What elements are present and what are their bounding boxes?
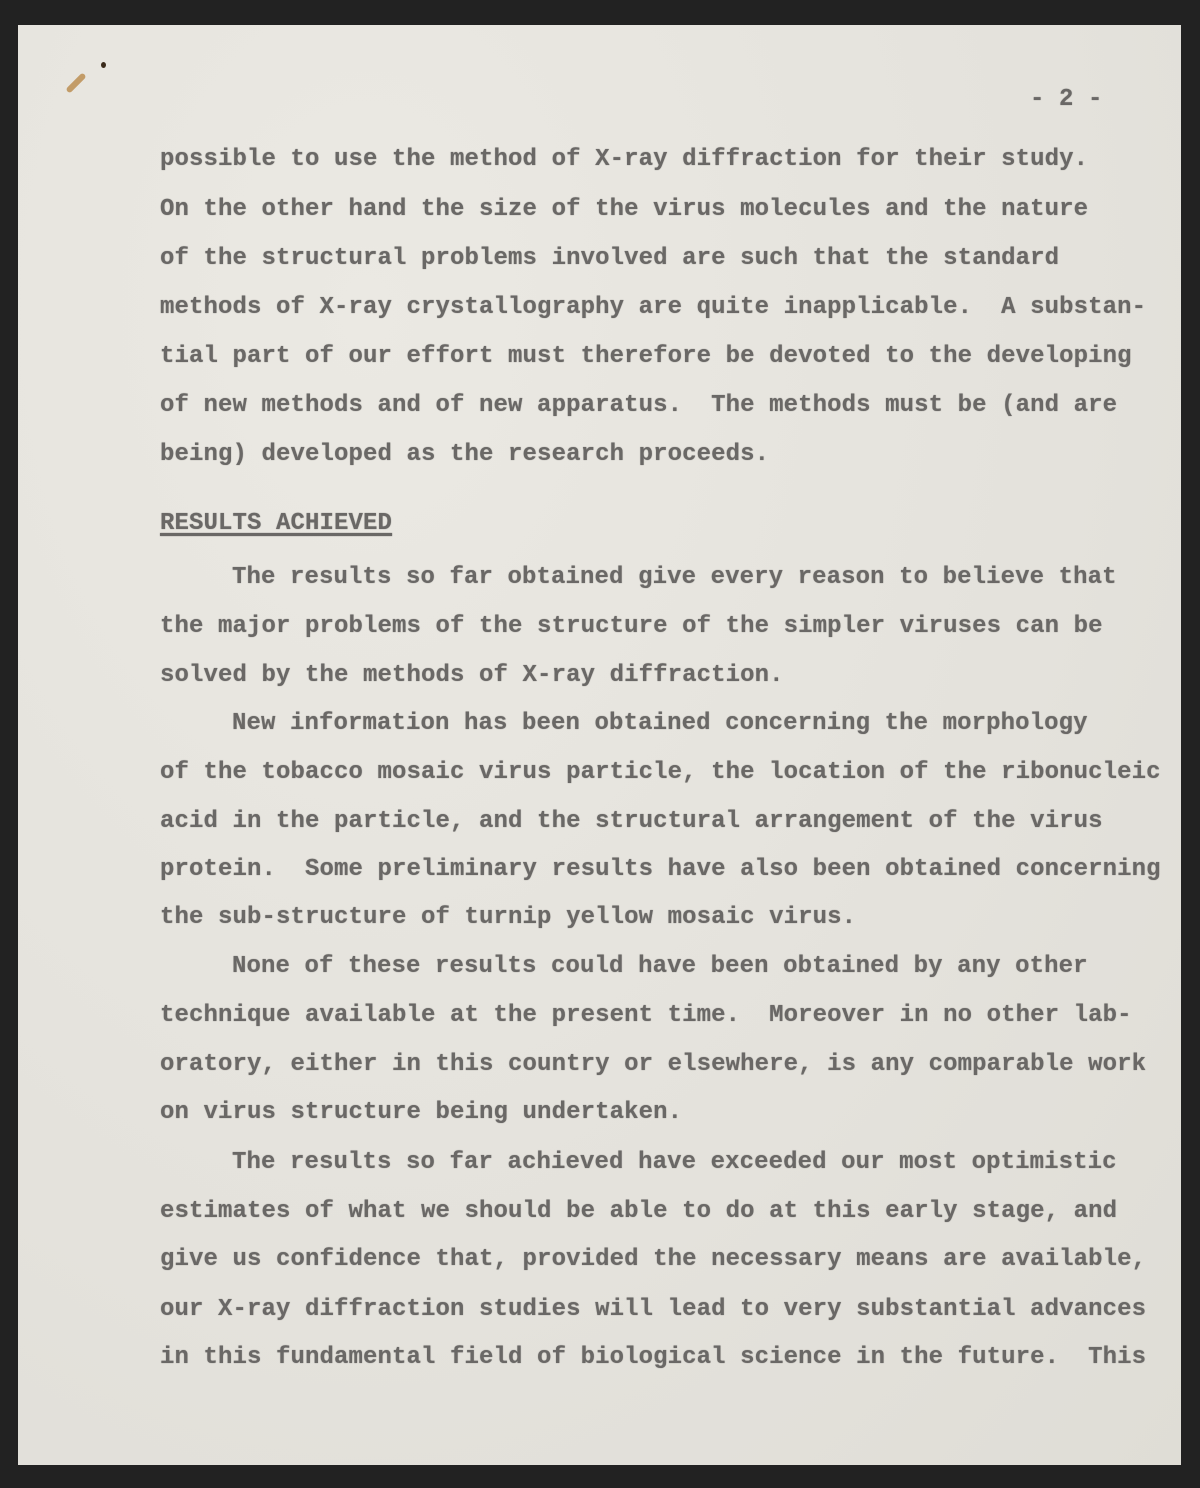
text-line: technique available at the present time. Moreover in no other lab- <box>160 1002 1132 1029</box>
text-line: estimates of what we should be able to do at this early stage, and <box>160 1198 1118 1225</box>
text-line: possible to use the method of X-ray diffraction for their study. <box>160 146 1089 173</box>
text-line: protein. Some preliminary results have also been obtained concerning <box>160 856 1161 883</box>
text-line: the major problems of the structure of the simpler viruses can be <box>160 613 1103 640</box>
text-line: of the structural problems involved are such that the standard <box>160 245 1060 272</box>
section-heading: RESULTS ACHIEVED <box>160 510 393 537</box>
text-line: solved by the methods of X-ray diffraction. <box>160 662 784 689</box>
ink-spot <box>101 62 106 68</box>
text-line: New information has been obtained concerning the morphology <box>232 710 1088 737</box>
text-line: The results so far obtained give every reason to believe that <box>232 564 1117 591</box>
text-line: give us confidence that, provided the necessary means are available, <box>160 1246 1147 1273</box>
text-line: oratory, either in this country or elsewhere, is any comparable work <box>160 1051 1147 1078</box>
text-line: acid in the particle, and the structural arrangement of the virus <box>160 808 1103 835</box>
text-line: On the other hand the size of the virus molecules and the nature <box>160 196 1089 223</box>
text-line: being) developed as the research proceeds. <box>160 441 770 468</box>
text-line: our X-ray diffraction studies will lead to very substantial advances <box>160 1296 1147 1323</box>
text-line: The results so far achieved have exceeded our most optimistic <box>232 1149 1117 1176</box>
text-line: tial part of our effort must therefore be devoted to the developing <box>160 343 1132 370</box>
text-line: the sub-structure of turnip yellow mosaic virus. <box>160 904 857 931</box>
text-line: on virus structure being undertaken. <box>160 1099 683 1126</box>
text-line: None of these results could have been obtained by any other <box>232 953 1088 980</box>
text-line: methods of X-ray crystallography are quite inapplicable. A substan- <box>160 294 1147 321</box>
text-line: of the tobacco mosaic virus particle, the location of the ribonucleic <box>160 759 1161 786</box>
text-line: in this fundamental field of biological science in the future. This <box>160 1344 1147 1371</box>
text-line: of new methods and of new apparatus. The methods must be (and are <box>160 392 1118 419</box>
page-number: - 2 - <box>1030 86 1103 113</box>
